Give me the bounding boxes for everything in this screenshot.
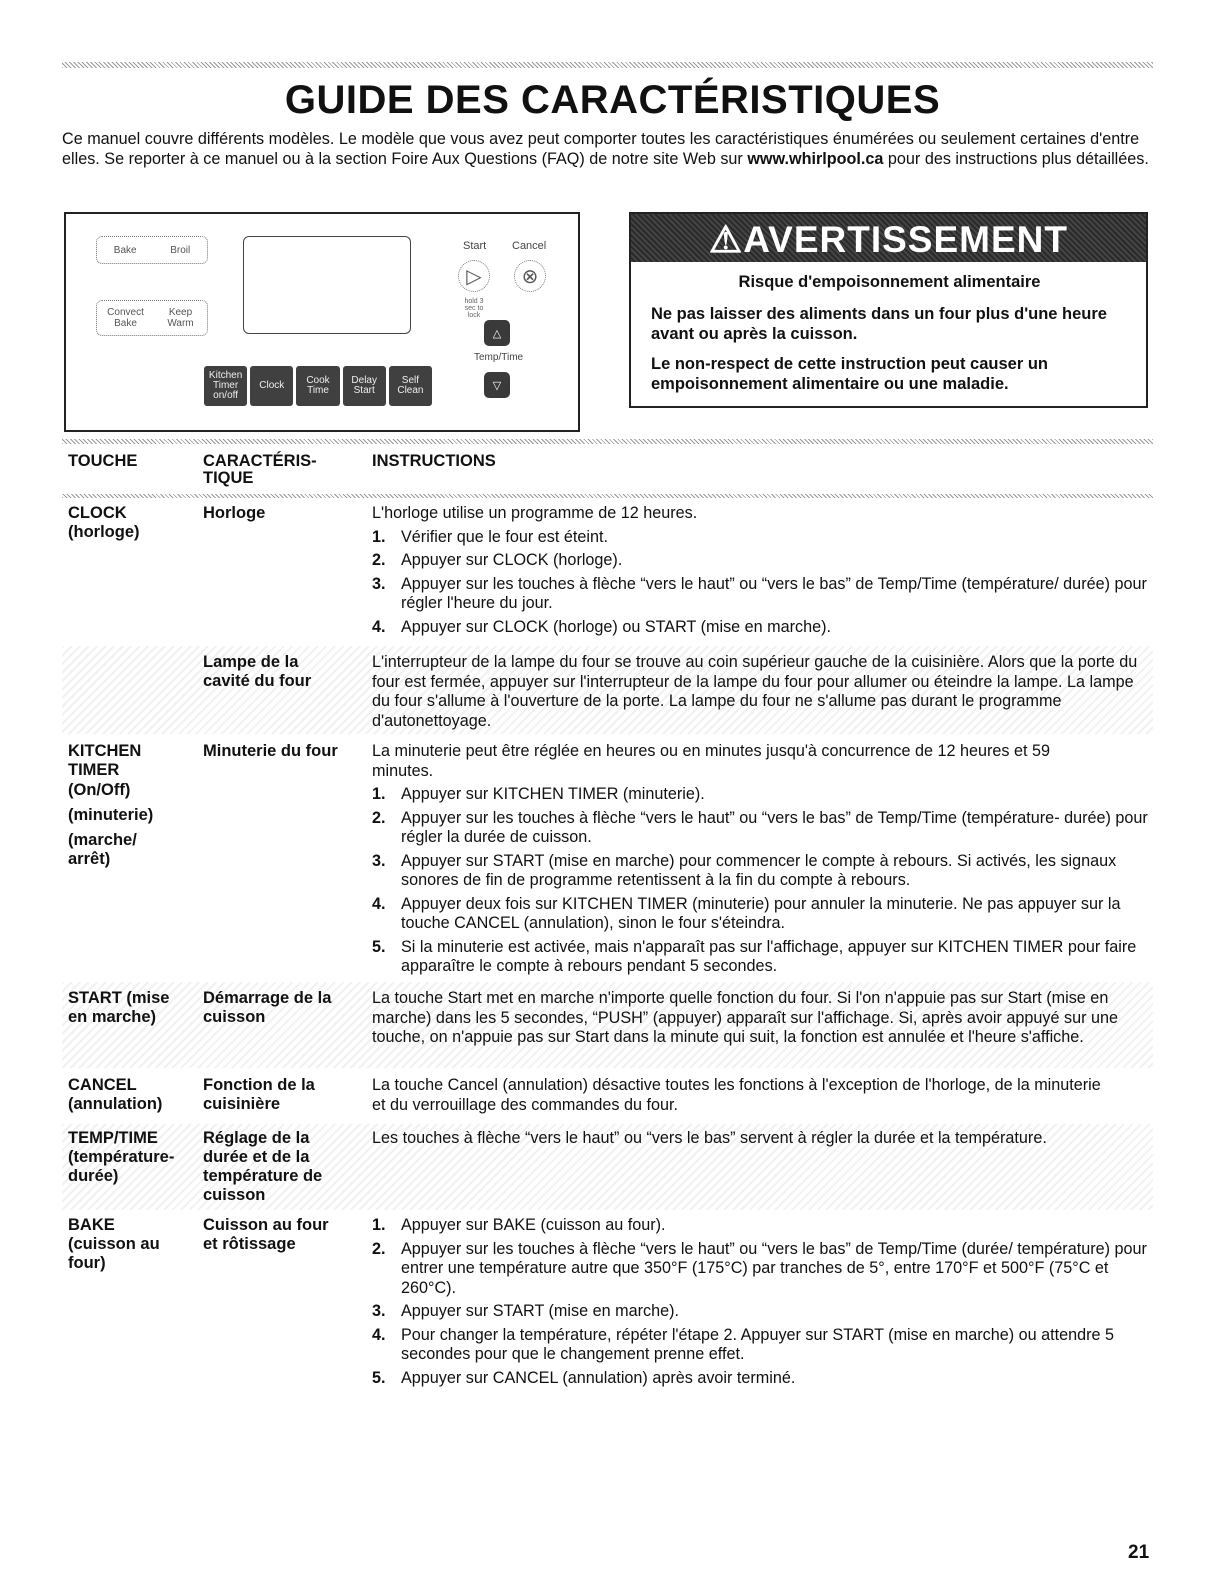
- key-clock: CLOCK (horloge): [68, 504, 140, 541]
- key-temp-time: TEMP/TIME (température- durée): [68, 1129, 175, 1185]
- feature-cancel: Fonction de la cuisinière: [203, 1076, 315, 1113]
- feature-clock: Horloge: [203, 504, 266, 522]
- temp-time-label: Temp/Time: [474, 352, 524, 363]
- intro-paragraph: [62, 130, 1152, 169]
- top-rule: [62, 62, 1153, 68]
- control-panel-diagram: [64, 212, 580, 432]
- instructions-bake: [372, 1216, 1152, 1392]
- temp-up-button: [484, 320, 510, 346]
- cancel-x-icon: ⊗: [521, 265, 539, 288]
- key-cancel: CANCEL (annulation): [68, 1076, 163, 1113]
- header-instructions: INSTRUCTIONS: [372, 452, 496, 470]
- clock-key: Clock: [250, 366, 293, 406]
- timer-step: 2. Appuyer sur les touches à flèche “vers le haut” ou “vers le bas” de Temp/Time (température- durée) pour régler la durée de cuisson.: [372, 808, 1148, 846]
- table-top-rule: [62, 439, 1153, 444]
- page-number: 21: [1128, 1542, 1150, 1563]
- feature-lamp: Lampe de la cavité du four: [203, 653, 312, 690]
- row-clock: [62, 504, 1153, 644]
- timer-step: 3. Appuyer sur START (mise en marche) pour commencer le compte à rebours. Si activés, les signaux sonores de fin de programme retentissent à la fin du compte à rebours.: [372, 851, 1117, 889]
- feature-kitchen-timer: Minuterie du four: [203, 742, 338, 760]
- feature-start: Démarrage de la cuisson: [203, 989, 332, 1026]
- warning-subtitle: Risque d'empoisonnement alimentaire: [738, 273, 1041, 291]
- warning-text-2: Le non-respect de cette instruction peut causer un empoisonnement alimentaire ou une maladie.: [651, 355, 1048, 393]
- key-kitchen-timer: KITCHEN TIMER (On/Off) (minuterie) (marche/ arrêt): [68, 742, 154, 868]
- broil-label: Broil: [170, 244, 191, 256]
- timer-step: 1. Appuyer sur KITCHEN TIMER (minuterie).: [372, 785, 705, 803]
- warning-title: AVERTISSEMENT: [743, 219, 1068, 260]
- instructions-start: La touche Start met en marche n'importe quelle fonction du four. Si l'on n'appuie pas sur Start (mise en marche) dans les 5 secondes, “PUSH” (appuyer) apparaît sur l'affichage. Si, après avoir appuyé sur une touche, on n'appuie pas sur Start dans la minute qui suit, la fonction est annulée et l'heure s'affiche.: [372, 989, 1119, 1046]
- keep-warm-label: Keep Warm: [167, 307, 194, 329]
- warning-header: [631, 214, 1146, 262]
- instructions-lamp: L'interrupteur de la lampe du four se trouve au coin supérieur gauche de la cuisinière. Alors que la porte du four est fermée, appuyer sur l'interrupteur de la lampe du four pour allumer ou éteindre la lampe. La lampe du four s'allume à l'ouverture de la porte. La lampe du four ne s'allume pas durant le programme d'autonettoyage.: [372, 653, 1138, 730]
- intro-text: Ce manuel couvre différents modèles. Le modèle que vous avez peut comporter toutes les caractéristiques énumérées ou seulement certaines d'entre elles. Se reporter à ce manuel ou à la section Foire Aux Questions (FAQ) de notre site Web sur: [62, 130, 1140, 168]
- bake-step: 5. Appuyer sur CANCEL (annulation) après avoir terminé.: [372, 1368, 796, 1387]
- clock-step: 2. Appuyer sur CLOCK (horloge).: [372, 551, 623, 569]
- clock-step: 1. Vérifier que le four est éteint.: [372, 527, 608, 546]
- feature-bake: Cuisson au four et rôtissage: [203, 1216, 329, 1253]
- clock-step: 4. Appuyer sur CLOCK (horloge) ou START (mise en marche).: [372, 617, 832, 636]
- cancel-button: [514, 260, 546, 292]
- convect-keepwarm-pad: [96, 300, 208, 336]
- display-screen: [243, 236, 411, 334]
- temp-down-button: [484, 372, 510, 398]
- instructions-clock: [372, 504, 1152, 641]
- bake-step: 3. Appuyer sur START (mise en marche).: [372, 1302, 679, 1320]
- clock-intro: L'horloge utilise un programme de 12 heures.: [372, 504, 698, 522]
- warning-box: [629, 212, 1148, 408]
- clock-step: 3. Appuyer sur les touches à flèche “vers le haut” ou “vers le bas” de Temp/Time (température/ durée) pour régler l'heure du jour.: [372, 574, 1147, 612]
- website-link[interactable]: www.whirlpool.ca: [747, 149, 884, 168]
- key-start: START (mise en marche): [68, 989, 170, 1026]
- timer-step: 4. Appuyer deux fois sur KITCHEN TIMER (minuterie) pour annuler la minuterie. Ne pas appuyer sur la touche CANCEL (annulation), sinon le four s'éteindra.: [372, 894, 1121, 932]
- feature-temp-time: Réglage de la durée et de la température de cuisson: [203, 1129, 323, 1204]
- arrow-up-icon: △: [492, 327, 502, 340]
- bake-step: 1. Appuyer sur BAKE (cuisson au four).: [372, 1216, 666, 1234]
- self-clean-key: Self Clean: [389, 366, 432, 406]
- table-header-rule: [62, 494, 1153, 498]
- header-touche: TOUCHE: [68, 452, 138, 470]
- arrow-down-icon: ▽: [492, 379, 502, 392]
- instructions-cancel: La touche Cancel (annulation) désactive toutes les fonctions à l'exception de l'horloge, de la minuterie et du verrouillage des commandes du four.: [372, 1076, 1101, 1114]
- bake-label: Bake: [113, 244, 137, 256]
- row-kitchen-timer: [62, 742, 1153, 980]
- intro-text-end: pour des instructions plus détaillées.: [883, 149, 1149, 168]
- page-title: GUIDE DES CARACTÉRISTIQUES: [284, 78, 941, 122]
- timer-step: 5. Si la minuterie est activée, mais n'apparaît pas sur l'affichage, appuyer sur KITCHEN TIMER pour faire apparaître le compte à rebours pendant 5 secondes.: [372, 937, 1137, 975]
- bake-step: 2. Appuyer sur les touches à flèche “vers le haut” ou “vers le bas” de Temp/Time (durée/ température) pour entrer une température autre que 350°F (175°C) par tranches de 5°, entre 170°F et 500°F (75°C et 260°C).: [372, 1239, 1147, 1297]
- bake-broil-pad: [96, 236, 208, 264]
- row-cancel: [62, 1076, 1153, 1122]
- row-bake: [62, 1216, 1153, 1396]
- bake-step: 4. Pour changer la température, répéter l'étape 2. Appuyer sur START (mise en marche) ou attendre 5 secondes pour que le changement prenne effet.: [372, 1325, 1115, 1363]
- warning-triangle-icon: ⚠: [709, 219, 744, 260]
- convect-bake-label: Convect Bake: [107, 307, 144, 329]
- row-start: [62, 982, 1153, 1068]
- delay-start-key: Delay Start: [343, 366, 386, 406]
- cancel-label: Cancel: [512, 240, 547, 252]
- start-button: [458, 260, 490, 292]
- key-bake: BAKE (cuisson au four): [68, 1216, 160, 1272]
- kitchen-timer-key: Kitchen Timer on/off: [204, 366, 247, 406]
- header-caracteristique: CARACTÉRIS- TIQUE: [203, 452, 317, 487]
- start-label: Start: [463, 240, 487, 252]
- cook-time-key: Cook Time: [296, 366, 339, 406]
- warning-text-1: Ne pas laisser des aliments dans un four plus d'une heure avant ou après la cuisson.: [651, 305, 1107, 343]
- hold-to-lock-note: hold 3 sec to lock: [464, 298, 484, 319]
- instructions-kitchen-timer: La minuterie peut être réglée en heures ou en minutes jusqu'à concurrence de 12 heures et 59 minutes. 1. Appuyer sur KITCHEN TIMER (minuterie). 2. Appuyer sur les touches à flèche “vers le haut” ou “vers le bas” de Temp/Time (température- durée) pour régler la durée de cuisson. 3. Appuyer sur START (mise en marche) pour commencer le compte à rebours. Si activés, les signaux sonores de fin de programme retentissent à la fin du compte à rebours. 4. Appuyer deux fois sur KITCHEN TIMER (minuterie) pour annuler la minuterie. Ne pas appuyer sur la touche CANCEL (annulation), sinon le four s'éteindra. 5. Si la minuterie est activée, mais n'apparaît pas sur l'affichage, appuyer sur KITCHEN TIMER pour faire apparaître le compte à rebours pendant 5 secondes.: [372, 742, 1152, 981]
- row-temp-time: [62, 1124, 1153, 1210]
- play-icon: ▷: [466, 265, 482, 288]
- function-key-bar: [204, 366, 432, 406]
- instructions-temp-time: Les touches à flèche “vers le haut” ou “vers le bas” servent à régler la durée et la température.: [372, 1129, 1047, 1147]
- row-lamp: [62, 646, 1153, 734]
